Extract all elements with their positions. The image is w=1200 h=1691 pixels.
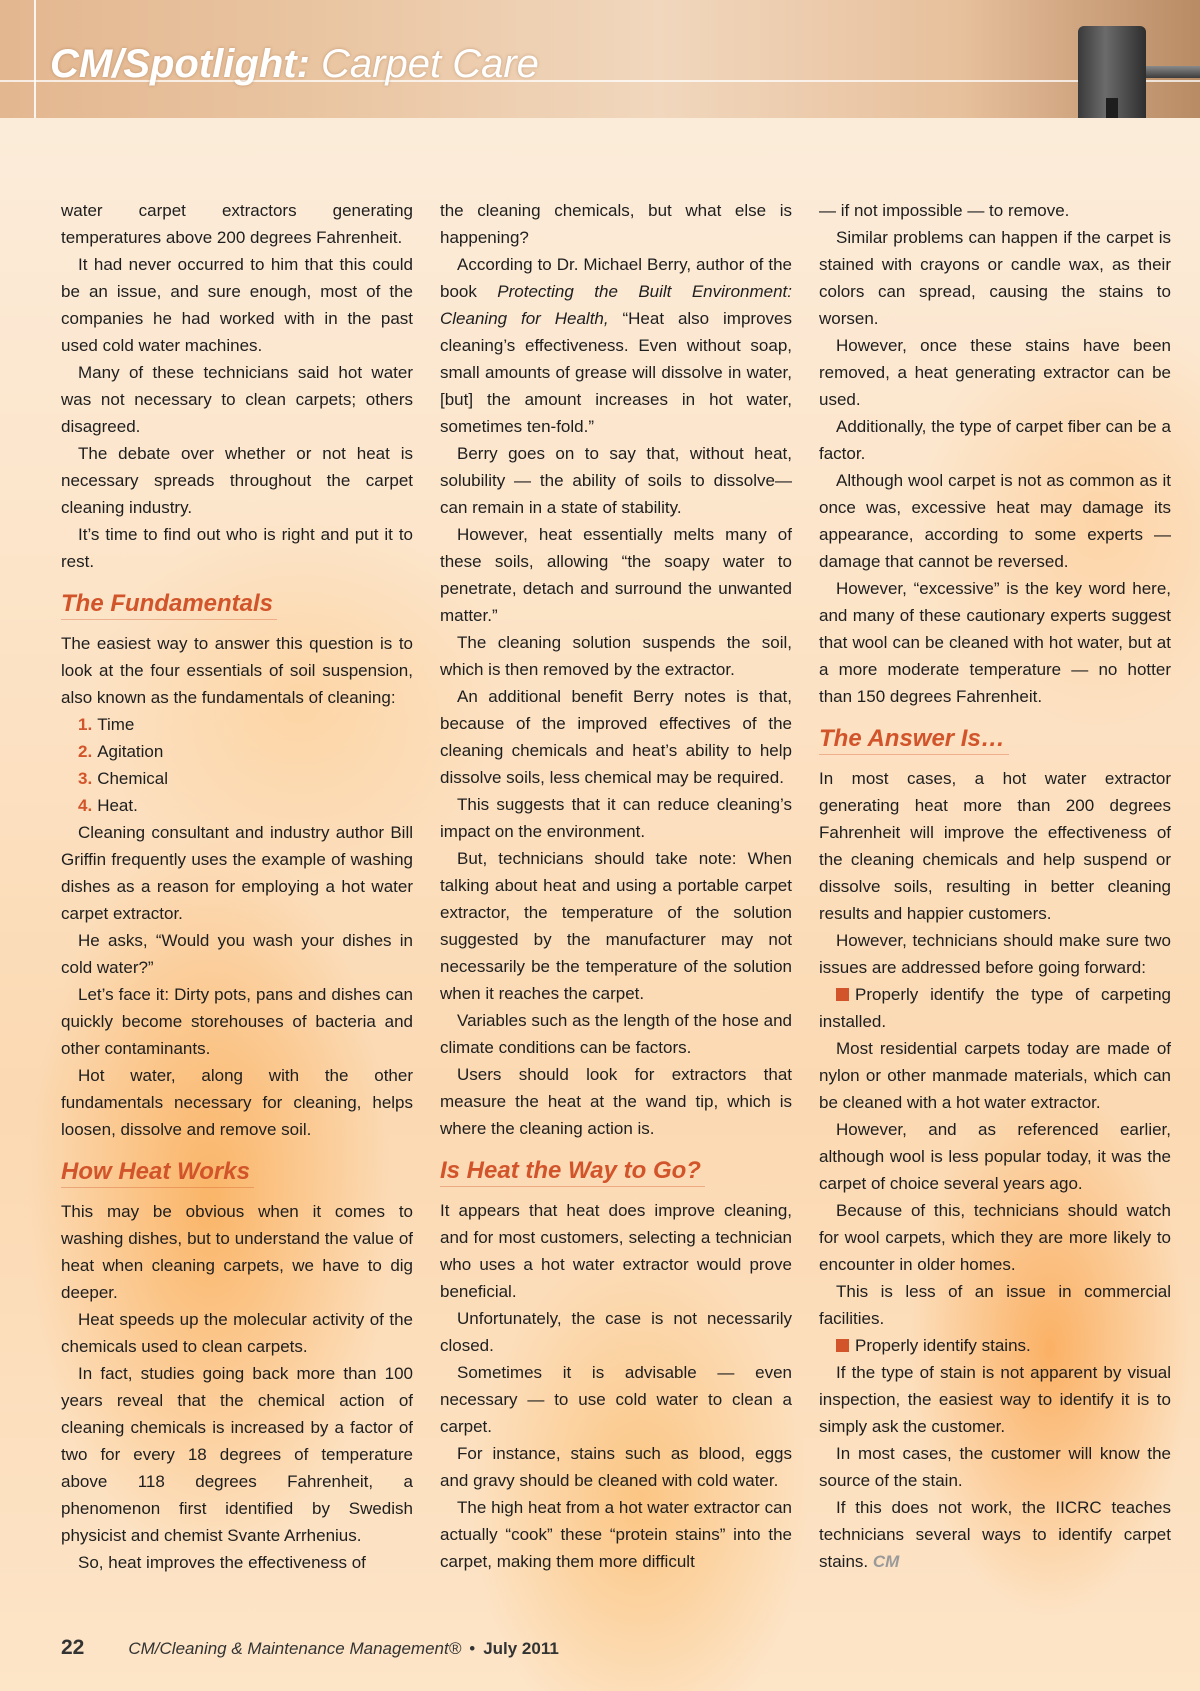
subheading-is-heat-the-way: Is Heat the Way to Go? xyxy=(440,1156,705,1187)
paragraph: It’s time to find out who is right and put it to rest. xyxy=(61,525,413,571)
bullet-text: Properly identify stains. xyxy=(855,1336,1031,1355)
square-bullet-icon xyxy=(836,1339,849,1352)
paragraph: In most cases, the customer will know the source of the stain. xyxy=(819,1444,1171,1490)
paragraph: So, heat improves the effectiveness of xyxy=(78,1553,366,1572)
vacuum-neck xyxy=(1146,66,1200,78)
paragraph: Many of these technicians said hot water was not necessary to clean carpets; others disagreed. xyxy=(61,363,413,436)
paragraph: However, once these stains have been removed, a heat generating extractor can be used. xyxy=(819,336,1171,409)
header-divider-vertical xyxy=(34,0,36,118)
end-mark: CM xyxy=(872,1552,900,1571)
paragraph: Let’s face it: Dirty pots, pans and dishes can quickly become storehouses of bacteria and other contaminants. xyxy=(61,985,413,1058)
paragraph: Although wool carpet is not as common as it once was, excessive heat may damage its appearance, according to some experts — damage that cannot be reversed. xyxy=(819,471,1171,571)
paragraph: Most residential carpets today are made of nylon or other manmade materials, which can be cleaned with a hot water extractor. xyxy=(819,1039,1171,1112)
paragraph xyxy=(819,1494,1171,1575)
paragraph: — if not impossible — to remove. xyxy=(819,201,1070,220)
paragraph: However, and as referenced earlier, although wool is less popular today, it was the carpet of choice several years ago. xyxy=(819,1120,1171,1193)
paragraph-text: According to Dr. Michael Berry, author of the book xyxy=(440,255,792,301)
subheading-fundamentals: The Fundamentals xyxy=(61,589,277,620)
paragraph-text: “Heat also improves cleaning’s effectiveness. Even without soap, small amounts of grease will dissolve in water, [but] the amount increases in hot water, sometimes ten-fold.” xyxy=(440,309,792,436)
paragraph: In most cases, a hot water extractor generating heat more than 200 degrees Fahrenheit will improve the effectiveness of the cleaning chemicals and help suspend or dissolve soils, resulting in better cleaning results and happier customers. xyxy=(819,769,1171,923)
book-title: Protecting the Built Environment: Cleaning for Health, xyxy=(440,282,792,328)
paragraph: Cleaning consultant and industry author Bill Griffin frequently uses the example of washing dishes as a reason for employing a hot water carpet extractor. xyxy=(61,823,413,923)
list-number: 1. xyxy=(78,715,93,734)
list-item xyxy=(78,738,413,765)
list-item xyxy=(78,765,413,792)
paragraph: The easiest way to answer this question is to look at the four essentials of soil suspension, also known as the fundamentals of cleaning: xyxy=(61,634,413,707)
paragraph: An additional benefit Berry notes is that, because of the improved effectives of the cleaning chemicals and heat’s ability to help dissolve soils, less chemical may be required. xyxy=(440,687,792,787)
paragraph: However, heat essentially melts many of these soils, allowing “the soapy water to penetrate, detach and surround the unwanted matter.” xyxy=(440,525,792,625)
list-text: Chemical xyxy=(97,769,169,788)
footer-separator: • xyxy=(469,1639,476,1658)
list-number: 3. xyxy=(78,769,93,788)
bullet-text: Properly identify the type of carpeting installed. xyxy=(819,985,1171,1031)
square-bullet-icon xyxy=(836,988,849,1001)
paragraph: Hot water, along with the other fundamentals necessary for cleaning, helps loosen, dissolve and remove soil. xyxy=(61,1066,413,1139)
fundamentals-list xyxy=(61,711,413,819)
paragraph: It had never occurred to him that this could be an issue, and sure enough, most of the companies he had worked with in the past used cold water machines. xyxy=(61,255,413,355)
paragraph: The debate over whether or not heat is necessary spreads throughout the carpet cleaning industry. xyxy=(61,444,413,517)
article-column-3 xyxy=(819,197,1171,1575)
issue-date: July 2011 xyxy=(483,1639,559,1658)
paragraph xyxy=(440,251,792,440)
page-footer xyxy=(61,1636,559,1660)
paragraph: water carpet extractors generating temperatures above 200 degrees Fahrenheit. xyxy=(61,201,413,247)
paragraph: Similar problems can happen if the carpet is stained with crayons or candle wax, as their colors can spread, causing the stains to worsen. xyxy=(819,228,1171,328)
paragraph: But, technicians should take note: When talking about heat and using a portable carpet extractor, the temperature of the solution suggested by the manufacturer may not necessarily be the temperature of the solution when it reaches the carpet. xyxy=(440,849,792,1003)
list-item xyxy=(78,792,413,819)
paragraph: the cleaning chemicals, but what else is happening? xyxy=(440,201,792,247)
bullet-paragraph xyxy=(819,1332,1171,1359)
paragraph: Berry goes on to say that, without heat, solubility — the ability of soils to dissolve— can remain in a state of stability. xyxy=(440,444,792,517)
list-item xyxy=(78,711,413,738)
page-header xyxy=(0,0,1200,118)
article-column-2 xyxy=(440,197,792,1575)
article-column-1 xyxy=(61,197,413,1576)
paragraph: Heat speeds up the molecular activity of the chemicals used to clean carpets. xyxy=(61,1310,413,1356)
list-text: Time xyxy=(97,715,135,734)
list-text: Heat. xyxy=(97,796,138,815)
paragraph: Users should look for extractors that measure the heat at the wand tip, which is where the cleaning action is. xyxy=(440,1065,792,1138)
paragraph: Unfortunately, the case is not necessarily closed. xyxy=(440,1309,792,1355)
paragraph: The high heat from a hot water extractor can actually “cook” these “protein stains” into the carpet, making them more difficult xyxy=(440,1498,792,1571)
bullet-paragraph xyxy=(819,981,1171,1035)
paragraph: For instance, stains such as blood, eggs and gravy should be cleaned with cold water. xyxy=(440,1444,792,1490)
magazine-name: CM/Cleaning & Maintenance Management® xyxy=(128,1639,462,1658)
paragraph: The cleaning solution suspends the soil, which is then removed by the extractor. xyxy=(440,633,792,679)
subheading-how-heat-works: How Heat Works xyxy=(61,1157,254,1188)
list-number: 4. xyxy=(78,796,93,815)
paragraph-text: If this does not work, the IICRC teaches technicians several ways to identify carpet stains. xyxy=(819,1498,1171,1571)
vacuum-slot xyxy=(1106,98,1118,118)
list-number: 2. xyxy=(78,742,93,761)
section-title xyxy=(50,42,539,87)
paragraph: If the type of stain is not apparent by visual inspection, the easiest way to identify it is to simply ask the customer. xyxy=(819,1363,1171,1436)
paragraph: In fact, studies going back more than 100 years reveal that the chemical action of cleaning chemicals is increased by a factor of two for every 18 degrees of temperature above 118 degrees Fahrenheit, a phenomenon first identified by Swedish physicist and chemist Svante Arrhenius. xyxy=(61,1364,413,1545)
paragraph: It appears that heat does improve cleaning, and for most customers, selecting a technician who uses a hot water extractor would prove beneficial. xyxy=(440,1201,792,1301)
paragraph: Because of this, technicians should watch for wool carpets, which they are more likely to encounter in older homes. xyxy=(819,1201,1171,1274)
paragraph: Variables such as the length of the hose and climate conditions can be factors. xyxy=(440,1011,792,1057)
paragraph: Additionally, the type of carpet fiber can be a factor. xyxy=(819,417,1171,463)
list-text: Agitation xyxy=(97,742,164,761)
paragraph: This suggests that it can reduce cleaning’s impact on the environment. xyxy=(440,795,792,841)
vacuum-wand-image xyxy=(1078,26,1146,118)
paragraph: Sometimes it is advisable — even necessary — to use cold water to clean a carpet. xyxy=(440,1363,792,1436)
paragraph: He asks, “Would you wash your dishes in cold water?” xyxy=(61,931,413,977)
paragraph: This may be obvious when it comes to washing dishes, but to understand the value of heat when cleaning carpets, we have to dig deeper. xyxy=(61,1202,413,1302)
paragraph: However, “excessive” is the key word here, and many of these cautionary experts suggest that wool can be cleaned with hot water, but at a more moderate temperature — no hotter than 150 degrees Fahrenheit. xyxy=(819,579,1171,706)
section-brand: CM/Spotlight: xyxy=(50,42,310,86)
page-number: 22 xyxy=(61,1636,85,1659)
paragraph: However, technicians should make sure two issues are addressed before going forward: xyxy=(819,931,1171,977)
paragraph: This is less of an issue in commercial facilities. xyxy=(819,1282,1171,1328)
subheading-the-answer: The Answer Is… xyxy=(819,724,1009,755)
section-topic: Carpet Care xyxy=(321,42,539,86)
